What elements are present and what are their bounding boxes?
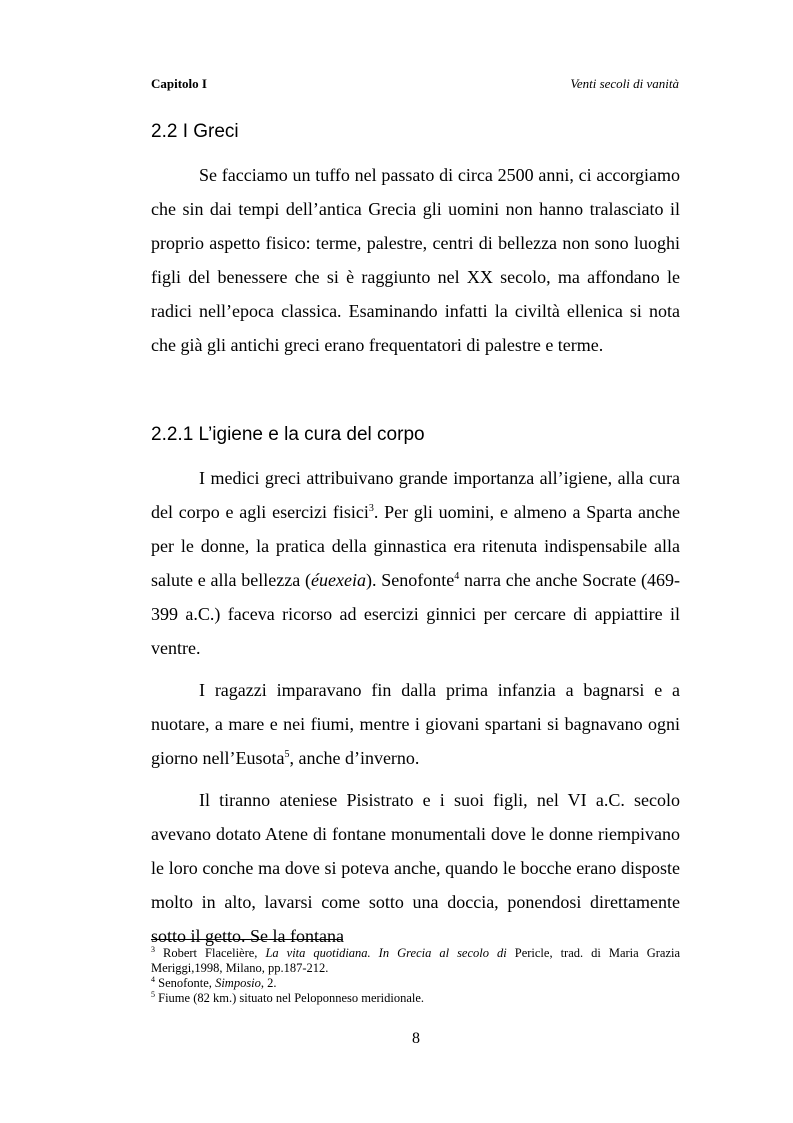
text-run: ). Senofonte [365,570,455,590]
italic-term: éuexeia [311,570,366,590]
footnote-3 [151,946,680,976]
footnotes [151,946,680,1006]
footnote-number: 5 [151,989,155,999]
text-run: I ragazzi imparavano fin dalla prima infanzia a bagnarsi e a nuotare, a mare e nei fiumi, mentre i giovani spartani si [151,680,680,734]
footnote-5 [151,991,680,1006]
paragraph-swimming [151,673,680,775]
text-run: I medici greci attribuivano grande importanza all’igiene, alla cura del corpo e agli esercizi fisici [151,468,680,522]
text-run: Robert Flacelière, [155,946,266,960]
page-number: 8 [412,1030,420,1047]
footnote-number: 4 [151,974,155,984]
running-header-title: Venti secoli di vanità [570,76,679,91]
text-run: , 2. [260,976,277,990]
section-block [151,121,680,362]
text-run: Fiume (82 km.) situato nel Peloponneso meridionale. [155,991,425,1005]
paragraph-hygiene [151,461,680,665]
text-run: Pericle, trad. di Maria Grazia Meriggi,1998, Milano, pp.187-212. [151,946,681,975]
subsection-block [151,424,680,953]
footnote-number: 3 [151,944,155,954]
text-run: narra che anche Socrate (469-399 a.C.) faceva ricorso ad esercizi ginnici per cercare di appiattire il ventre. [151,570,681,658]
paragraph-fountains: Il tiranno ateniese Pisistrato e i suoi figli, nel VI a.C. secolo avevano dotato Atene di fontane monumentali dove le donne riempivano le loro conche ma dove si poteva anche, quando le bocche erano disposte molto in alto, lavarsi come sotto una doccia, ponendosi direttamente sotto il getto. Se la fontana [151,790,680,946]
subsection-heading: 2.2.1 L’igiene e la cura del corpo [151,424,425,445]
italic-title: Simposio [215,976,261,990]
text-run: bagnavano ogni giorno nell’Eusota [151,714,681,768]
footnote-ref-4: 4 [454,571,460,582]
footnote-ref-3: 3 [368,503,374,514]
footnote-divider [151,939,343,940]
text-run: , anche d’inverno. [289,748,420,768]
footnote-4 [151,976,680,991]
text-run: . Per gli uomini, e almeno a Sparta anche per le donne, la pratica della ginnastica era ritenuta indispensabile alla salute e alla bellezza ( [151,502,680,590]
footnote-ref-5: 5 [284,749,290,760]
italic-title: La vita quotidiana. In Grecia al secolo di [265,946,507,960]
running-header-chapter: Capitolo I [151,76,207,91]
section-heading: 2.2 I Greci [151,121,239,142]
section-paragraph: Se facciamo un tuffo nel passato di circa 2500 anni, ci accorgiamo che sin dai tempi dell’antica Grecia gli uomini non hanno tralasciato il proprio aspetto fisico: terme, palestre, centri di bellezza non sono luoghi figli del benessere che si è raggiunto nel XX secolo, ma affondano le radici nell’epoca classica. Esaminando infatti la civiltà ellenica si nota che già gli antichi greci erano frequentatori di palestre e terme. [151,165,680,355]
text-run: Senofonte, [155,976,216,990]
